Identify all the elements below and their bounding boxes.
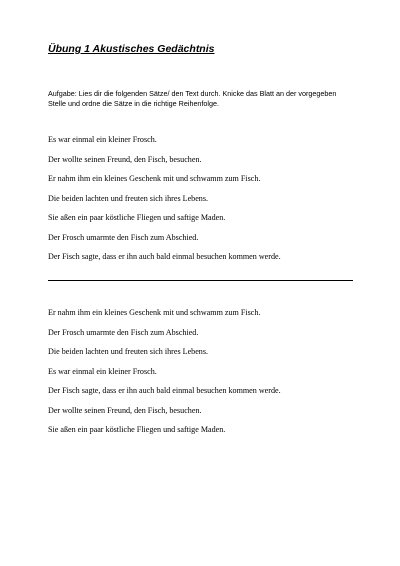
task-instructions: Aufgabe: Lies dir die folgenden Sätze/ den Text durch. Knicke das Blatt an der vorgegeben Stelle und ordne die Sätze in die richtige Reihenfolge.: [48, 89, 337, 108]
sentence-line: Der Frosch umarmte den Fisch zum Abschied.: [48, 232, 199, 242]
fold-line-divider: [48, 280, 353, 281]
sentence-line: Die beiden lachten und freuten sich ihres Lebens.: [48, 193, 209, 203]
sentence-line: Der Fisch sagte, dass er ihn auch bald einmal besuchen kommen werde.: [48, 252, 281, 261]
sentence-line: Er nahm ihm ein kleines Geschenk mit und schwamm zum Fisch.: [48, 174, 261, 183]
ordered-sentence-list: [48, 134, 281, 271]
sentence-line: Sie aßen ein paar köstliche Fliegen und saftige Maden.: [48, 213, 226, 222]
sentence-line: Sie aßen ein paar köstliche Fliegen und saftige Maden.: [48, 425, 226, 434]
sentence-line: Die beiden lachten und freuten sich ihres Lebens.: [48, 347, 209, 356]
sentence-line: Der Frosch umarmte den Fisch zum Abschied.: [48, 327, 199, 337]
sentence-line: Es war einmal ein kleiner Frosch.: [48, 135, 157, 144]
sentence-line: Der wollte seinen Freund, den Fisch, besuchen.: [48, 154, 202, 164]
page-title: Übung 1 Akustisches Gedächtnis: [48, 43, 215, 55]
sentence-line: Er nahm ihm ein kleines Geschenk mit und schwamm zum Fisch.: [48, 308, 261, 317]
sentence-line: Der Fisch sagte, dass er ihn auch bald einmal besuchen kommen werde.: [48, 386, 281, 395]
shuffled-sentence-list: [48, 307, 281, 444]
sentence-line: Der wollte seinen Freund, den Fisch, besuchen.: [48, 405, 202, 415]
sentence-line: Es war einmal ein kleiner Frosch.: [48, 366, 157, 376]
